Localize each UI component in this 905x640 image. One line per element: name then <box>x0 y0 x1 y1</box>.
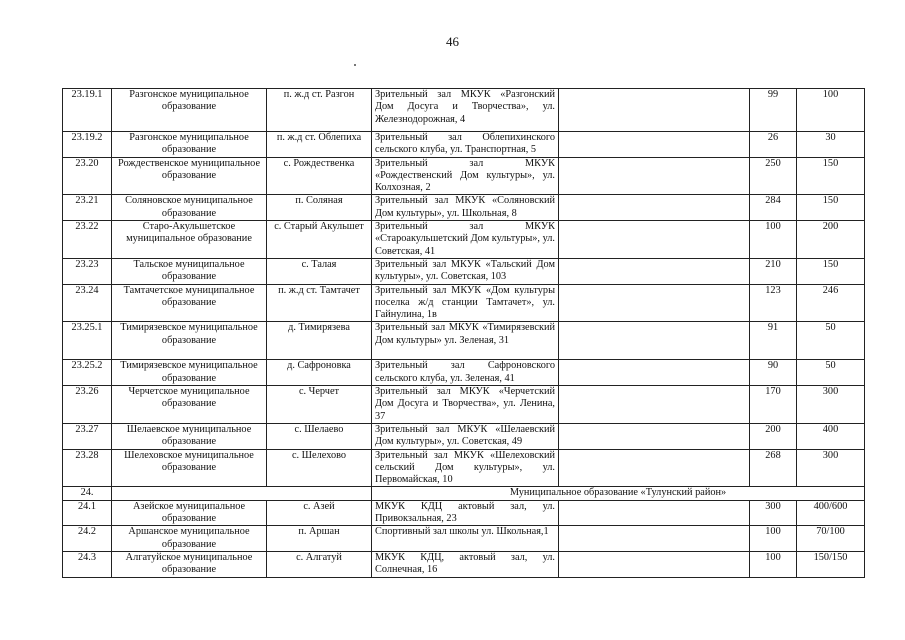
empty-cell <box>559 449 750 487</box>
venue-cell: Зрительный зал Облепихинского сельского клуба, ул. Транспортная, 5 <box>372 132 559 158</box>
venue-cell: МКУК КДЦ актовый зал, ул. Привокзальная, 23 <box>372 500 559 526</box>
capacity-cell: 200 <box>750 423 797 449</box>
locality-cell: д. Сафроновка <box>267 360 372 386</box>
municipality-cell: Черчетское муниципальное образование <box>112 386 267 424</box>
row-number: 23.27 <box>63 423 112 449</box>
section-title: Муниципальное образование «Тулунский район» <box>372 487 865 500</box>
table-row <box>63 89 865 132</box>
section-spacer <box>112 487 372 500</box>
venue-cell: Зрительный зал МКУК «Староакульшетский Дом культуры», ул. Советская, 41 <box>372 221 559 259</box>
table-row <box>63 500 865 526</box>
capacity-cell-2: 30 <box>797 132 865 158</box>
capacity-cell: 100 <box>750 526 797 552</box>
capacity-cell-2: 300 <box>797 449 865 487</box>
page-number: 46 <box>446 34 459 49</box>
table-row <box>63 449 865 487</box>
capacity-cell-2: 70/100 <box>797 526 865 552</box>
capacity-cell: 250 <box>750 157 797 195</box>
table-row <box>63 258 865 284</box>
municipality-cell: Алгатуйское муниципальное образование <box>112 551 267 577</box>
municipality-cell: Старо-Акульшетское муниципальное образование <box>112 221 267 259</box>
capacity-cell-2: 150/150 <box>797 551 865 577</box>
table-row <box>63 386 865 424</box>
table-row <box>63 221 865 259</box>
locality-cell: с. Алгатуй <box>267 551 372 577</box>
municipality-cell: Тамтачетское муниципальное образование <box>112 284 267 322</box>
section-row <box>63 487 865 500</box>
locality-cell: п. Соляная <box>267 195 372 221</box>
capacity-cell: 26 <box>750 132 797 158</box>
row-number: 23.25.1 <box>63 322 112 360</box>
locality-cell: с. Азей <box>267 500 372 526</box>
row-number: 23.23 <box>63 258 112 284</box>
row-number: 24.2 <box>63 526 112 552</box>
capacity-cell: 99 <box>750 89 797 132</box>
empty-cell <box>559 423 750 449</box>
table-row <box>63 322 865 360</box>
municipality-cell: Шелеховское муниципальное образование <box>112 449 267 487</box>
capacity-cell-2: 300 <box>797 386 865 424</box>
empty-cell <box>559 360 750 386</box>
municipality-cell: Рождественское муниципальное образование <box>112 157 267 195</box>
table-row <box>63 284 865 322</box>
capacity-cell: 90 <box>750 360 797 386</box>
municipality-cell: Шелаевское муниципальное образование <box>112 423 267 449</box>
table-row <box>63 360 865 386</box>
empty-cell <box>559 221 750 259</box>
row-number: 23.20 <box>63 157 112 195</box>
empty-cell <box>559 284 750 322</box>
row-number: 23.21 <box>63 195 112 221</box>
venue-cell: Зрительный зал Сафроновского сельского клуба, ул. Зеленая, 41 <box>372 360 559 386</box>
row-number: 24.3 <box>63 551 112 577</box>
empty-cell <box>559 157 750 195</box>
empty-cell <box>559 195 750 221</box>
capacity-cell-2: 100 <box>797 89 865 132</box>
capacity-cell: 123 <box>750 284 797 322</box>
row-number: 23.22 <box>63 221 112 259</box>
venue-cell: Зрительный зал МКУК «Дом культуры поселка ж/д станции Тамтачет», ул. Гайнулина, 1в <box>372 284 559 322</box>
capacity-cell-2: 400/600 <box>797 500 865 526</box>
venue-cell: МКУК КДЦ, актовый зал, ул. Солнечная, 16 <box>372 551 559 577</box>
capacity-cell-2: 246 <box>797 284 865 322</box>
venue-cell: Зрительный зал МКУК «Тальский Дом культуры», ул. Советская, 103 <box>372 258 559 284</box>
capacity-cell-2: 150 <box>797 258 865 284</box>
table-row <box>63 423 865 449</box>
capacity-cell-2: 150 <box>797 195 865 221</box>
table-row <box>63 157 865 195</box>
capacity-cell: 300 <box>750 500 797 526</box>
table-row <box>63 132 865 158</box>
table-row <box>63 551 865 577</box>
scan-speck <box>354 64 356 66</box>
municipality-cell: Азейское муниципальное образование <box>112 500 267 526</box>
empty-cell <box>559 132 750 158</box>
empty-cell <box>559 89 750 132</box>
empty-cell <box>559 322 750 360</box>
empty-cell <box>559 526 750 552</box>
capacity-cell: 284 <box>750 195 797 221</box>
capacity-cell: 100 <box>750 551 797 577</box>
municipality-cell: Разгонское муниципальное образование <box>112 89 267 132</box>
capacity-cell: 210 <box>750 258 797 284</box>
locality-cell: с. Шелаево <box>267 423 372 449</box>
locality-cell: с. Шелехово <box>267 449 372 487</box>
row-number: 23.19.2 <box>63 132 112 158</box>
facilities-table <box>62 88 865 578</box>
capacity-cell: 170 <box>750 386 797 424</box>
capacity-cell-2: 400 <box>797 423 865 449</box>
row-number: 23.28 <box>63 449 112 487</box>
empty-cell <box>559 258 750 284</box>
empty-cell <box>559 551 750 577</box>
locality-cell: п. Аршан <box>267 526 372 552</box>
locality-cell: с. Старый Акульшет <box>267 221 372 259</box>
venue-cell: Спортивный зал школы ул. Школьная,1 <box>372 526 559 552</box>
row-number: 23.24 <box>63 284 112 322</box>
row-number: 24.1 <box>63 500 112 526</box>
municipality-cell: Аршанское муниципальное образование <box>112 526 267 552</box>
municipality-cell: Разгонское муниципальное образование <box>112 132 267 158</box>
capacity-cell: 91 <box>750 322 797 360</box>
locality-cell: с. Рождественка <box>267 157 372 195</box>
venue-cell: Зрительный зал МКУК «Рождественский Дом культуры», ул. Колхозная, 2 <box>372 157 559 195</box>
capacity-cell: 268 <box>750 449 797 487</box>
venue-cell: Зрительный зал МКУК «Шелаевский Дом культуры», ул. Советская, 49 <box>372 423 559 449</box>
empty-cell <box>559 386 750 424</box>
capacity-cell-2: 150 <box>797 157 865 195</box>
municipality-cell: Тимирязевское муниципальное образование <box>112 322 267 360</box>
capacity-cell: 100 <box>750 221 797 259</box>
row-number: 23.19.1 <box>63 89 112 132</box>
venue-cell: Зрительный зал МКУК «Черчетский Дом Досуга и Творчества», ул. Ленина, 37 <box>372 386 559 424</box>
municipality-cell: Тальское муниципальное образование <box>112 258 267 284</box>
locality-cell: с. Талая <box>267 258 372 284</box>
row-number: 23.25.2 <box>63 360 112 386</box>
locality-cell: д. Тимирязева <box>267 322 372 360</box>
venue-cell: Зрительный зал МКУК «Шелеховский сельский Дом культуры», ул. Первомайская, 10 <box>372 449 559 487</box>
table-row <box>63 526 865 552</box>
locality-cell: с. Черчет <box>267 386 372 424</box>
municipality-cell: Соляновское муниципальное образование <box>112 195 267 221</box>
venue-cell: Зрительный зал МКУК «Разгонский Дом Досуга и Творчества», ул. Железнодорожная, 4 <box>372 89 559 132</box>
locality-cell: п. ж.д ст. Тамтачет <box>267 284 372 322</box>
locality-cell: п. ж.д ст. Облепиха <box>267 132 372 158</box>
capacity-cell-2: 50 <box>797 322 865 360</box>
row-number: 24. <box>63 487 112 500</box>
municipality-cell: Тимирязевское муниципальное образование <box>112 360 267 386</box>
empty-cell <box>559 500 750 526</box>
venue-cell: Зрительный зал МКУК «Соляновский Дом культуры», ул. Школьная, 8 <box>372 195 559 221</box>
row-number: 23.26 <box>63 386 112 424</box>
capacity-cell-2: 50 <box>797 360 865 386</box>
capacity-cell-2: 200 <box>797 221 865 259</box>
venue-cell: Зрительный зал МКУК «Тимирязевский Дом культуры» ул. Зеленая, 31 <box>372 322 559 360</box>
table-row <box>63 195 865 221</box>
locality-cell: п. ж.д ст. Разгон <box>267 89 372 132</box>
